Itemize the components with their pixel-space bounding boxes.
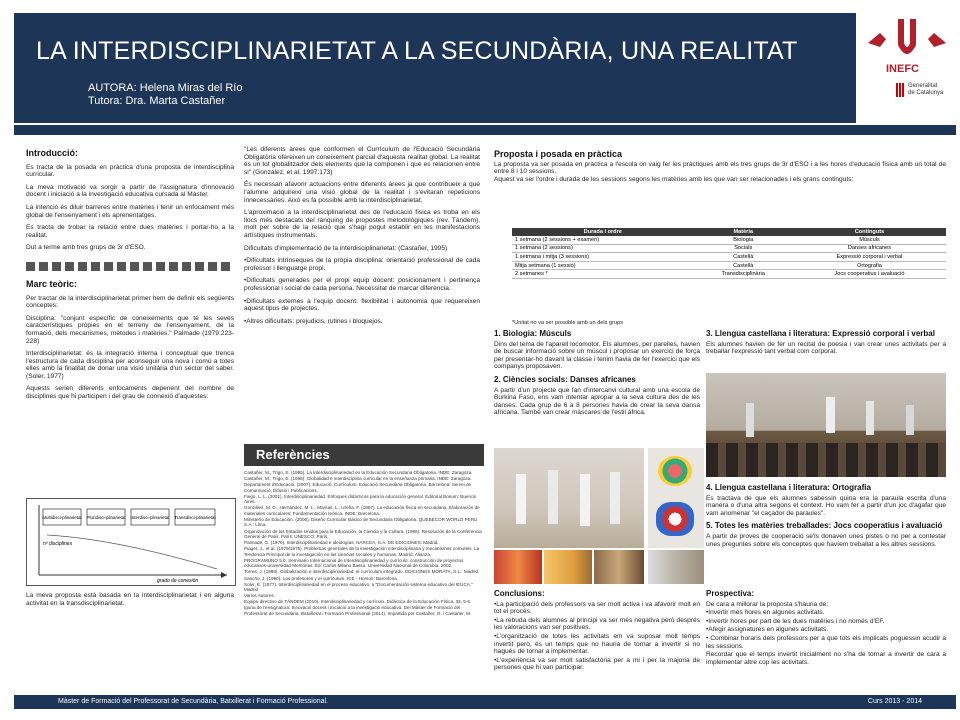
reference-item: Organización de los Estados Unidos para la Educación, la Ciencia y la Cultura. (1986). Resolución de la Conferencia General de Paris. París: UNESCO: París. xyxy=(244,528,482,540)
logos-panel xyxy=(858,13,956,123)
interdisciplinarity-diagram xyxy=(26,498,236,586)
photo-masks xyxy=(648,448,704,548)
marc-heading: Marc teòric: xyxy=(26,278,78,289)
photo-mask-detail-1 xyxy=(494,550,542,584)
svg-text:Pluridisci-plinarietat: Pluridisci-plinarietat xyxy=(86,515,126,520)
prospectiva-item: •Afegir assignatures en algunes activitats. xyxy=(706,626,829,634)
prospectiva-heading: Prospectiva: xyxy=(706,589,755,598)
marc-p2: Disciplina: "conjunt específic de coneixements que té les seves característiques pròpies en el terreny de l'ensenyament, de la formació, dels mecanismes, mètodes i matèries." Palmade (1979:223-228) xyxy=(26,314,234,345)
totes-text: A partir de proves de cooperació se'ls donaven unes pistes o no per a contestar unes preguntes sobre els conceptes que havíem treballat a les altres sessions. xyxy=(706,532,946,548)
photo-mask-detail-4 xyxy=(648,550,704,584)
footer-program: Màster de Formació del Professorat de Secundària, Batxillerat i Formació Professional. xyxy=(58,698,329,705)
reference-item: Fiego, L. L. (2001). Interdisciplinariedad. Enfoques didácticos para la educación general. Editorial Bonum: Buenos Aires. xyxy=(244,493,476,505)
author-block xyxy=(88,82,242,108)
table-row: 1 setmana (2 sessions) Socials Danses africanes xyxy=(512,244,946,253)
poster-title: LA INTERDISCIPLINARIETAT A LA SECUNDÀRIA, UNA REALITAT xyxy=(36,37,798,65)
tutor-name: Tutora: Dra. Marta Castañer xyxy=(88,95,226,107)
reference-item: Ministerio de Educación. (2006). Diseño Curricular Básico de Secundaria Obligatoria. QUEBECOR WORLD PERÚ S.A.: Lima. xyxy=(244,516,478,528)
footer-year: Curs 2013 - 2014 xyxy=(867,698,922,705)
column-intro xyxy=(26,150,234,406)
socials-heading: 2. Ciències socials: Danses africanes xyxy=(494,374,636,384)
table-row: 1 setmana (2 sessions + examen) Biologia Músculs xyxy=(512,236,946,244)
intro-p5: Dut a terme amb tres grups de 3r d'ESO. xyxy=(26,244,146,252)
conclusions-section xyxy=(494,590,700,673)
marc-p4: Aquests serien diferents enfocaments depenent del nombre de disciplines que hi participen i del grau de connexió d'aquestes: xyxy=(26,385,234,401)
ortografia-text: Es tractava de que els alumnes sabessin quina era la paraula escrita d'una manera o d'una altra segons el context. Ho vam fer a partir d'un joc d'agafar que vam anomenar "el caçador de paraules". xyxy=(706,494,946,517)
author-name: AUTORA: Helena Miras del Río xyxy=(88,82,243,94)
proposta-p1: La proposta va ser posada en pràctica a l'escola on vaig fer les pràctiques amb els tres grups de 3r d'ESO i a les hores d'educació física amb un total de entre 8 i 10 sessions. xyxy=(494,160,946,176)
diagram-arrow-icon xyxy=(221,572,227,578)
conclusions-item: •La participació dels professors va ser molt activa i va afavorir molt en tot el procés. xyxy=(494,600,700,616)
middle-b3: •Dificultats externes a l'equip docent: flexibilitat i autonomia que requereixen aquest tipus de projectes. xyxy=(244,297,480,313)
reference-item: Equipo directivo de TÀNDEM (2010). Interdisciplinariedad y currículo. Didáctica de la Educación Física, 33, 5-6. xyxy=(244,599,472,605)
prospectiva-item: •Invertir hores per part de les dues matèries i no només d'EF. xyxy=(706,617,885,625)
diagram-box-pluri xyxy=(86,509,126,525)
reference-item: Piaget, J., et al. (1979/1975). Problemas generales de la investigación interdisciplinaria y mecanismos comunes. La Tendencia Principal de la investigación en las ciencias sociales y humanas. Madrid: Alianza. xyxy=(244,546,480,557)
diagram-box-trans xyxy=(174,509,216,525)
prospectiva-intro: De cara a millorar la proposta s'hauria de: xyxy=(706,600,829,608)
references-list xyxy=(244,470,484,617)
gencat-logo: Generalitat de Catalunya xyxy=(908,83,944,96)
table-row: 1 setmana i mitja (3 sessions) Castellà Expressió corporal i verbal xyxy=(512,253,946,262)
castella-section xyxy=(706,330,946,361)
proposta-heading: Proposta i posada en pràctica xyxy=(494,149,623,159)
header-banner xyxy=(14,13,856,123)
ortografia-heading: 4. Llengua castellana i literatura: Ortografia xyxy=(706,483,871,492)
gencat-flag-icon xyxy=(896,83,904,97)
castella-text: Els alumnes havien de fer un recital de poesia i van crear unes activitats per a treballar l'expressió tant verbal com corporal. xyxy=(706,340,946,356)
header-strip xyxy=(14,125,956,135)
middle-p3: L'aproximació a la interdisciplinarietat des de l'educació física es troba en els llocs més destacats del rànquing de propostes metodològiques (rev. Tàndem), molt per sobre de la relació que s'hagi pogut establir en les manifestacions artístiques instrumentals. xyxy=(244,209,480,239)
diagram-y-label: nº disciplines xyxy=(43,541,73,547)
svg-text:Multidisci-plinarietat: Multidisci-plinarietat xyxy=(42,515,82,520)
middle-p1: "Les diferents àrees que conformen el Currículum de l'Educació Secundària Obligatòria ofereixen un coneixement parcial d'aquesta realitat global. La realitat és un tot globalitzador dels elements que la componen i que es relacionen entre si" (González, et al. 1997:173) xyxy=(244,146,480,176)
table-header-row xyxy=(512,228,946,236)
photo-mask-detail-2 xyxy=(544,550,592,584)
middle-b4: •Altres dificultats: prejudicis, rutines i bloquejos. xyxy=(244,317,383,325)
reference-item: Sancho, J. (1990). Los profesores y el currículum. ICE - Horsori: Barcelona. xyxy=(244,575,398,581)
prospectiva-section xyxy=(706,590,946,671)
photo-poetry-recital xyxy=(706,373,946,477)
svg-text:Interdisci-plinarietat: Interdisci-plinarietat xyxy=(130,515,170,520)
intro-heading: Introducció: xyxy=(26,148,78,158)
marc-p3: Interdisciplinarietat: és la integració interna i conceptual que trenca l'estructura de cada disciplina per aconseguir una nova i comú a totes elles amb la finalitat de donar una visió unitària d'un sector del saber. (Soler, 1977) xyxy=(26,350,234,380)
socials-text: A partir d'un projecte que fan d'intercanvi cultural amb una escola de Burkina Faso, ens vam intentar apropar a la seva cultura des de les danses. Cada grup de 6 a 8 persones havia de crear la seva dansa africana. També van crear màscares de l'estil àfrica. xyxy=(494,386,700,417)
table-header-cell: Continguts xyxy=(793,228,946,236)
university-logo-icon xyxy=(866,17,948,63)
footer-bar xyxy=(14,695,956,709)
conclusions-heading: Conclusions: xyxy=(494,589,545,598)
proposta-section xyxy=(494,151,946,188)
sessions-table xyxy=(512,228,946,279)
diagram-box-multi xyxy=(42,509,82,525)
table-note: *Unitat no va ser possible amb un dels grups xyxy=(512,320,624,326)
inefc-logo: INEFC xyxy=(886,63,919,75)
biologia-section xyxy=(494,330,700,422)
conclusions-item: •L'experiència va ser molt satisfactòria per a mi i per la majoria de persones que hi van participar. xyxy=(494,656,700,672)
middle-p4: Dificultats d'implementació de la interdisciplinarietat: (Castañer, 1995) xyxy=(244,244,448,252)
photo-mask-detail-3 xyxy=(594,550,644,584)
diagram-x-label: grado de conexión xyxy=(157,578,199,584)
castella-heading: 3. Llengua castellana i literatura: Expressió corporal i verbal xyxy=(706,329,935,338)
prospectiva-item: • Combinar horaris dels professors per a que tots els implicats poguessin acudir a les sessions. xyxy=(706,634,946,650)
photo-african-dance xyxy=(494,448,644,548)
column-middle xyxy=(244,146,480,330)
marc-p5: La meva proposta està basada en la interdisciplinarietat i en alguna activitat en la transdisciplinarietat. xyxy=(26,592,234,607)
middle-b1: •Dificultats intrínseques de la pròpia disciplina: orientació professional de cada professor i llenguatge propi. xyxy=(244,257,480,272)
conclusions-item: •L'organització de totes les activitats em va suposar molt temps invertit però, és un temps que no hauria de tornar a invertir si no hagués de tornar a implementar. xyxy=(494,632,700,656)
reference-item: PROGRAMUNO 5.0. Seminario Internacional de Interdisciplinariedad y currículo: construcción de proyectos educativos-universidad Memorias. Ed: Carlos Milano Basso. Universidad Nacional de Colombia. 2002. xyxy=(244,557,464,569)
table-row: 2 setmanes * Transdisciplinària Jocs cooperatius i avaluació xyxy=(512,270,946,279)
reference-item: Torres, J. (1998). Globalización e interdisciplinariedad: el currículum integrado. EDICIONES MORATA, S.L.: Madrid. xyxy=(244,569,480,575)
middle-p2: És necessari afavorir actuacions entre diferents àrees ja que contribueix a que l'alumne adquireixi una visió global de la realitat i s'evitaran repeticions innecessàries. Això es fa possible amb la interdisciplinarietat. xyxy=(244,181,480,204)
marc-conclusion xyxy=(26,592,234,612)
intro-p4: Es tracta de trobar la relació entre dues matèries i portar-ho a la realitat. xyxy=(26,224,234,239)
table-header-cell: Matèria xyxy=(694,228,793,236)
intro-p1: Es tracta de la posada en pràctica d'una proposta de interdisciplina curricular. xyxy=(26,163,234,179)
diagram-box-inter xyxy=(130,509,170,525)
intro-p2: La meva motivació va sorgir a partir de l'assignatura d'innovació docent i iniciació a la investigació educativa cursada al Màster. xyxy=(26,183,234,199)
table-row: Mitja setmana (1 sessió) Castellà Ortografia xyxy=(512,261,946,270)
references-heading: Referències xyxy=(244,444,484,466)
reference-item: González, M. D., Hernández, M. L., Manuel, L., Ureña, F. (1997). La educación física en secundaria. Elaboración de materiales curriculares: Fundamentación teórica. INDE: Barcelona. xyxy=(244,505,480,516)
middle-b2: •Dificultats generades per el propi equip docent: posicionament i pertinença professional i social de cada persona. Necessitat de marcar diferència. xyxy=(244,277,480,292)
reference-item: Departament d'Educació. (2007). Educació: Currículum. Educació Secundària Obligatòria. Barcelona: Servei de Comunicació, Difusió i Publicacions. xyxy=(244,482,472,493)
diagram-curve xyxy=(47,535,217,569)
marc-p1: Per tractar de la interdisciplinarietat primer hem de definir els següents conceptes: xyxy=(26,294,234,310)
totes-heading: 5. Totes les matèries treballades: Jocs cooperatius i avaluació xyxy=(706,521,943,531)
table-header-cell: Durada i ordre xyxy=(512,228,694,236)
ortografia-section xyxy=(706,484,946,553)
proposta-p2: Aquest va ser l'ordre i durada de les sessions segons les matèries amb les que van ser relacionades i els grans continguts: xyxy=(494,175,854,183)
biologia-text: Dins del tema de l'aparell locomotor. Els alumnes, per parelles, havien de buscar informació sobre un múscul i proposar un exercici de força per presentar-ho davant la classe i tenim havia de fer l'exercici que els companys proposaven. xyxy=(494,340,700,371)
reference-item: Castañer, M., Trigo, E. (1995). La interdisciplinariedad en la Educación Secundaria Obligatoria. INDE: Zaragoza. xyxy=(244,470,473,475)
reference-item: Varios Autores. xyxy=(244,593,275,599)
biologia-heading: 1. Biologia: Músculs xyxy=(494,329,572,338)
reference-item: Palmade, G. (1979). Interdisciplinariedad e ideologías. NARCEA, S.A. DE EDICIONES: Madrid. xyxy=(244,540,439,546)
intro-p3: La intenció és diluir barreres entre matèries i tenir un enfocament més global de l'ensenyament i els aprenentatges. xyxy=(26,203,234,219)
prospectiva-item: •Invertir més hores en algunes activitats. xyxy=(706,609,825,617)
reference-item: Soler, E. (1977). Interdisciplinariedad en el proceso educativo. a "Documentación sistema educativo del IEUCA." Madrid xyxy=(244,581,473,593)
section-divider xyxy=(26,262,234,271)
reference-item: Castañer, M., Trigo, E. (1998). Globalidad e interdisciplina curricular en la enseñanza primaria. INDE: Zaragoza. xyxy=(244,476,472,482)
reference-item: Iguna de l'ensignatura: Innovació docent i iniciació a la investigació educativa. Del Màster de Formació del Professorat de Secundària, Batxillerat i Formació Professional (2014). Impartida per Castañer, O. i Castañer, M. xyxy=(244,605,472,616)
conclusions-item: •La rebuda dels alumnes al principi va ser més negativa però després les valoracions van ser positives. xyxy=(494,616,700,632)
prospectiva-outro: Recordar que el temps invertit inicialment no s'ha de tornar a invertir de cara a implementar altre cop les activitats. xyxy=(706,651,946,666)
svg-text:Transdisci-plinarietat: Transdisci-plinarietat xyxy=(174,515,216,520)
